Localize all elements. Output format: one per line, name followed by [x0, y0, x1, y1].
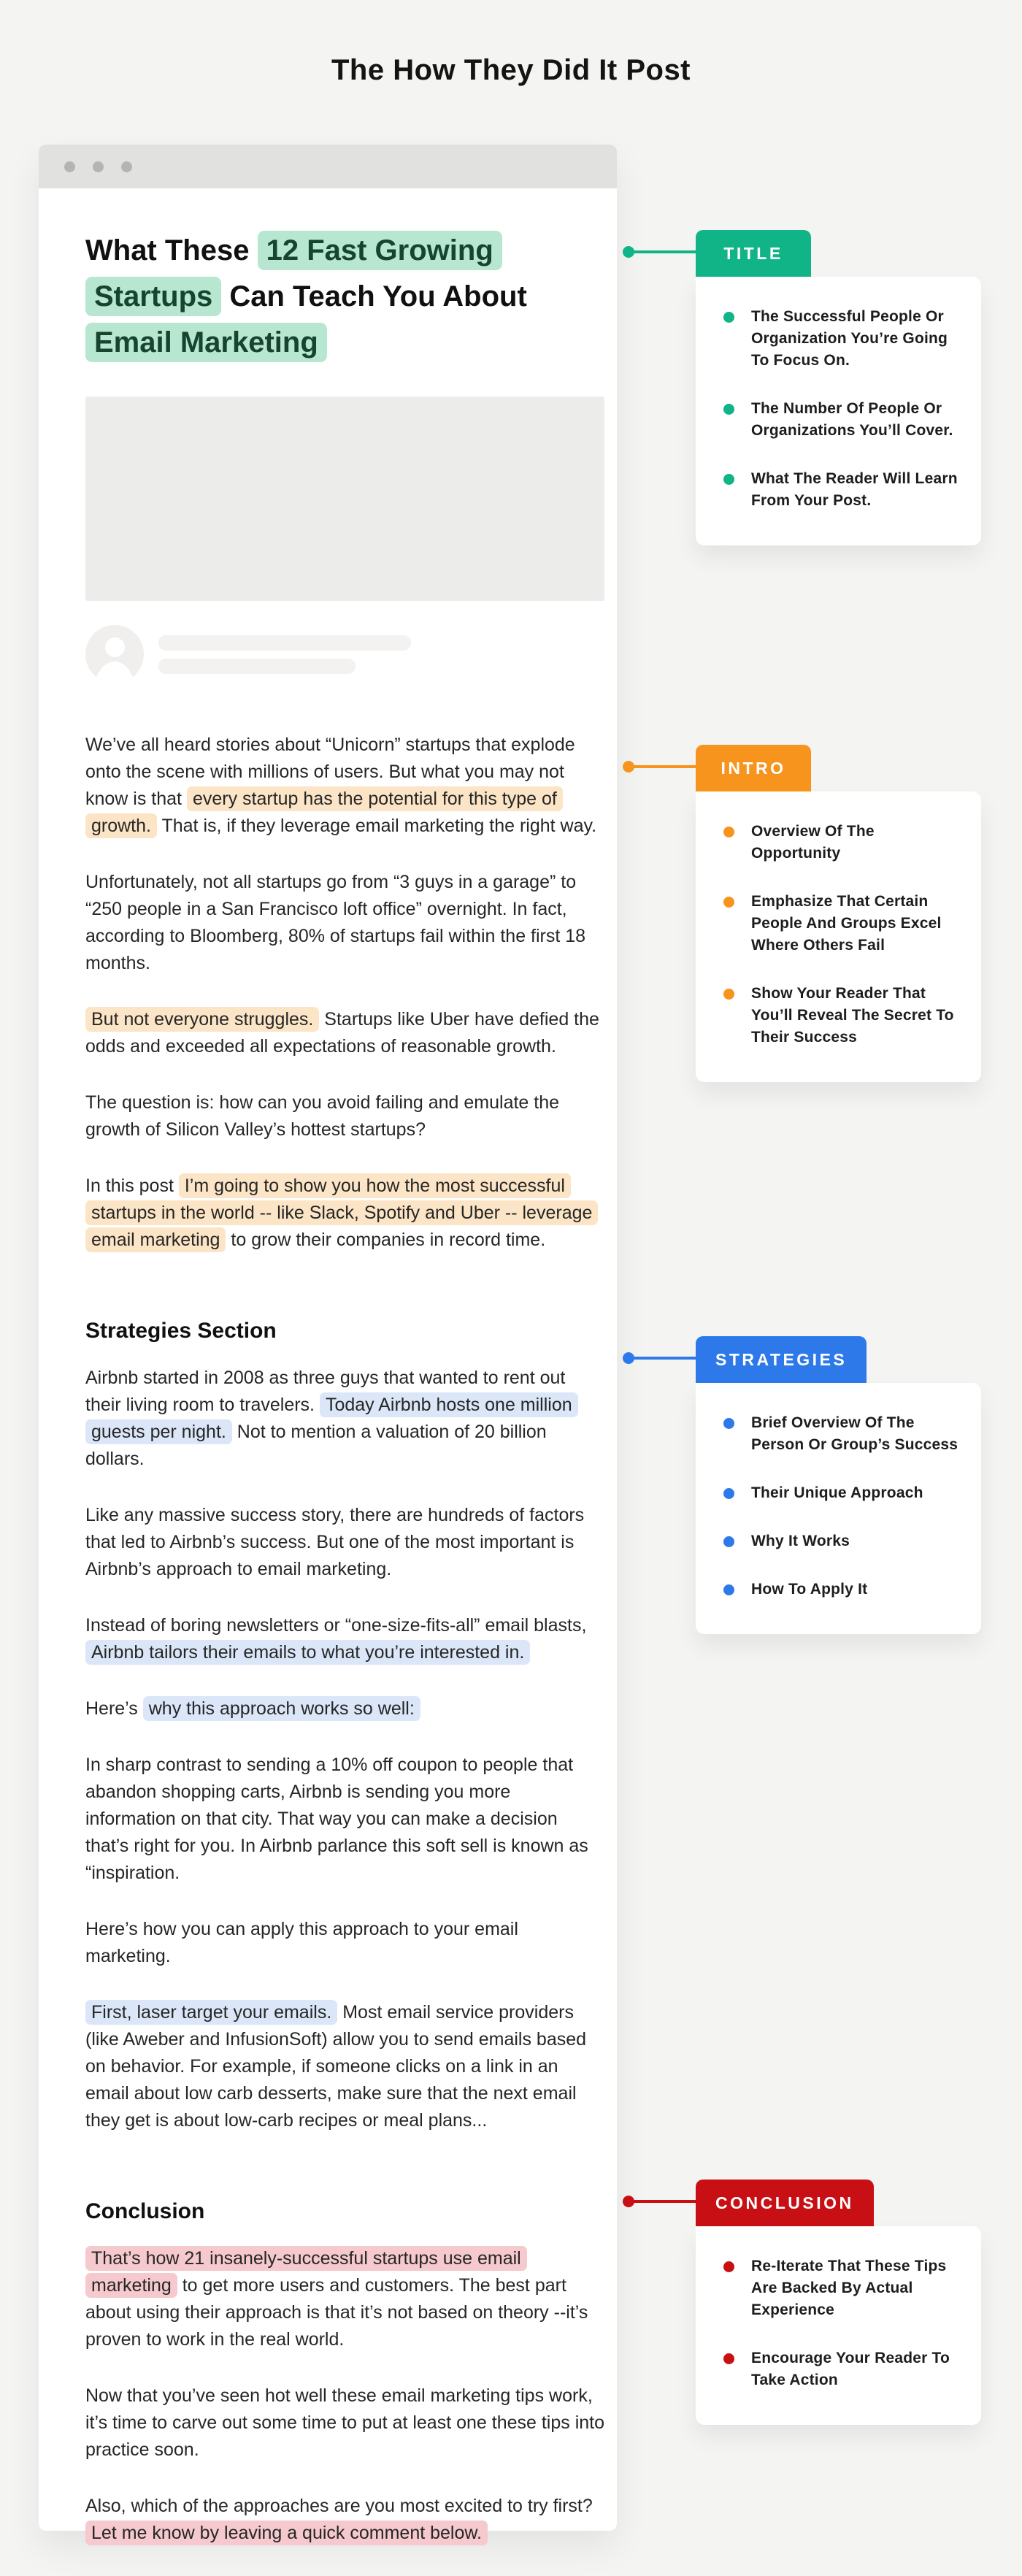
- highlight-orange: I’m going to show you how the most successful startups in the world -- like Slack, Spotify and Uber -- leverage email marketing: [85, 1173, 598, 1252]
- bullet-dot-icon: [723, 1536, 734, 1547]
- callout-item: What The Reader Will Learn From Your Post.: [723, 468, 961, 512]
- callout-strategies: [696, 1336, 981, 1634]
- post-title: [85, 228, 596, 366]
- placeholder-line: [158, 659, 356, 674]
- highlight-pink: That’s how 21 insanely-successful startups use email marketing: [85, 2246, 527, 2298]
- callout-item: How To Apply It: [723, 1579, 961, 1601]
- title-text: What These: [85, 234, 258, 267]
- callout-item: Emphasize That Certain People And Groups Excel Where Others Fail: [723, 891, 961, 957]
- title-highlight: Email Marketing: [85, 323, 327, 362]
- post-content: [39, 188, 617, 2547]
- callout-item: The Number Of People Or Organizations You’ll Cover.: [723, 398, 961, 442]
- bullet-dot-icon: [723, 827, 734, 837]
- callout-tag: STRATEGIES: [696, 1336, 867, 1383]
- highlight-blue: why this approach works so well:: [143, 1696, 420, 1721]
- highlight-blue: First, laser target your emails.: [85, 2000, 337, 2025]
- paragraph: Here’s why this approach works so well:: [85, 1695, 604, 1722]
- callout-item: Brief Overview Of The Person Or Group’s Success: [723, 1412, 961, 1456]
- paragraph: Now that you’ve seen hot well these email marketing tips work, it’s time to carve out some time to put at least one these tips into practice soon.: [85, 2385, 605, 2460]
- browser-chrome: [39, 145, 617, 188]
- paragraph: Also, which of the approaches are you most excited to try first? Let me know by leaving a quick comment below.: [85, 2493, 604, 2547]
- title-highlight: 12 Fast Growing: [258, 231, 502, 270]
- page-title: The How They Did It Post: [331, 54, 691, 86]
- connector-line: [629, 250, 696, 253]
- paragraph: We’ve all heard stories about “Unicorn” startups that explode onto the scene with millions of users. But what you may not know is that every startup has the potential for this type of growth. That is, if they leverage email marketing the right way.: [85, 732, 604, 840]
- connector-line: [629, 765, 696, 768]
- callout-item: Show Your Reader That You’ll Reveal The Secret To Their Success: [723, 983, 961, 1049]
- highlight-blue: Airbnb tailors their emails to what you’re interested in.: [85, 1640, 530, 1665]
- callout-item: Re-Iterate That These Tips Are Backed By Actual Experience: [723, 2255, 961, 2321]
- bullet-dot-icon: [723, 2353, 734, 2364]
- callout-card: [696, 1383, 981, 1634]
- bullet-dot-icon: [723, 1584, 734, 1595]
- callout-title: [696, 230, 981, 545]
- callout-intro: [696, 745, 981, 1082]
- callout-item: Encourage Your Reader To Take Action: [723, 2347, 961, 2391]
- highlight-orange: every startup has the potential for this type of growth.: [85, 786, 563, 838]
- callout-item: Overview Of The Opportunity: [723, 821, 961, 865]
- callout-conclusion: [696, 2180, 981, 2425]
- callout-card: [696, 791, 981, 1082]
- highlight-blue: Today Airbnb hosts one million guests per night.: [85, 1392, 578, 1444]
- avatar-person-icon: [93, 662, 136, 683]
- placeholder-line: [158, 635, 411, 651]
- window-dot-icon: [121, 161, 132, 172]
- window-dot-icon: [93, 161, 104, 172]
- bullet-dot-icon: [723, 474, 734, 485]
- bullet-dot-icon: [723, 312, 734, 323]
- paragraph: Unfortunately, not all startups go from “3 guys in a garage” to “250 people in a San Francisco loft office” overnight. In fact, according to Bloomberg, 80% of startups fail within the first 18 months.: [85, 872, 586, 973]
- paragraph: First, laser target your emails. Most email service providers (like Aweber and InfusionSoft) allow you to send emails based on behavior. For example, if someone clicks on a link in an email about low carb desserts, make sure that the next email they get is about low-carb recipes or meal plans...: [85, 1999, 604, 2134]
- connector-dot-icon: [623, 246, 634, 258]
- window-dot-icon: [64, 161, 75, 172]
- callout-tag: INTRO: [696, 745, 811, 791]
- article-body: [85, 732, 604, 2547]
- callout-item: Why It Works: [723, 1530, 961, 1552]
- connector-line: [629, 2200, 696, 2203]
- paragraph: In sharp contrast to sending a 10% off coupon to people that abandon shopping carts, Airbnb is sending you more information on that city. That way you can make a decision that’s right for you. In Airbnb parlance this soft sell is known as “inspiration.: [85, 1755, 588, 1883]
- section-heading-strategies: Strategies Section: [85, 1319, 277, 1343]
- paragraph: Airbnb started in 2008 as three guys that wanted to rent out their living room to travelers. Today Airbnb hosts one million guests per night. Not to mention a valuation of 20 billion dollars.: [85, 1365, 604, 1473]
- paragraph: Instead of boring newsletters or “one-size-fits-all” email blasts, Airbnb tailors their emails to what you’re interested in.: [85, 1612, 604, 1666]
- callout-card: [696, 2226, 981, 2425]
- paragraph: In this post I’m going to show you how the most successful startups in the world -- like Slack, Spotify and Uber -- leverage email marketing to grow their companies in record time.: [85, 1173, 604, 1254]
- connector-line: [629, 1357, 696, 1360]
- bullet-dot-icon: [723, 2261, 734, 2272]
- bullet-dot-icon: [723, 897, 734, 908]
- connector-dot-icon: [623, 1352, 634, 1364]
- hero-image-placeholder: [85, 396, 604, 601]
- connector-dot-icon: [623, 761, 634, 773]
- title-highlight: Startups: [85, 277, 221, 316]
- author-row: [85, 625, 604, 683]
- paragraph: The question is: how can you avoid failing and emulate the growth of Silicon Valley’s hottest startups?: [85, 1092, 560, 1140]
- section-heading-conclusion: Conclusion: [85, 2199, 205, 2223]
- bullet-dot-icon: [723, 404, 734, 415]
- browser-window: [39, 145, 617, 2543]
- highlight-orange: But not everyone struggles.: [85, 1007, 319, 1032]
- paragraph: That’s how 21 insanely-successful startups use email marketing to get more users and customers. The best part about using their approach is that it’s not based on theory --it’s proven to work in the real world.: [85, 2245, 604, 2353]
- callout-tag: TITLE: [696, 230, 811, 277]
- bullet-dot-icon: [723, 1418, 734, 1429]
- callout-item: Their Unique Approach: [723, 1482, 961, 1504]
- paragraph: Here’s how you can apply this approach to your email marketing.: [85, 1919, 518, 1966]
- bullet-dot-icon: [723, 1488, 734, 1499]
- callout-item: The Successful People Or Organization You’re Going To Focus On.: [723, 306, 961, 372]
- author-placeholder-lines: [158, 635, 411, 674]
- callout-card: [696, 277, 981, 545]
- highlight-pink: Let me know by leaving a quick comment below.: [85, 2521, 488, 2545]
- title-text: Can Teach You About: [221, 280, 527, 313]
- callout-tag: CONCLUSION: [696, 2180, 874, 2226]
- bullet-dot-icon: [723, 989, 734, 1000]
- paragraph: But not everyone struggles. Startups like Uber have defied the odds and exceeded all expectations of reasonable growth.: [85, 1006, 604, 1060]
- avatar-person-icon: [105, 637, 125, 657]
- connector-dot-icon: [623, 2196, 634, 2207]
- paragraph: Like any massive success story, there are hundreds of factors that led to Airbnb’s success. But one of the most important is Airbnb’s approach to email marketing.: [85, 1505, 585, 1579]
- author-avatar: [85, 625, 144, 683]
